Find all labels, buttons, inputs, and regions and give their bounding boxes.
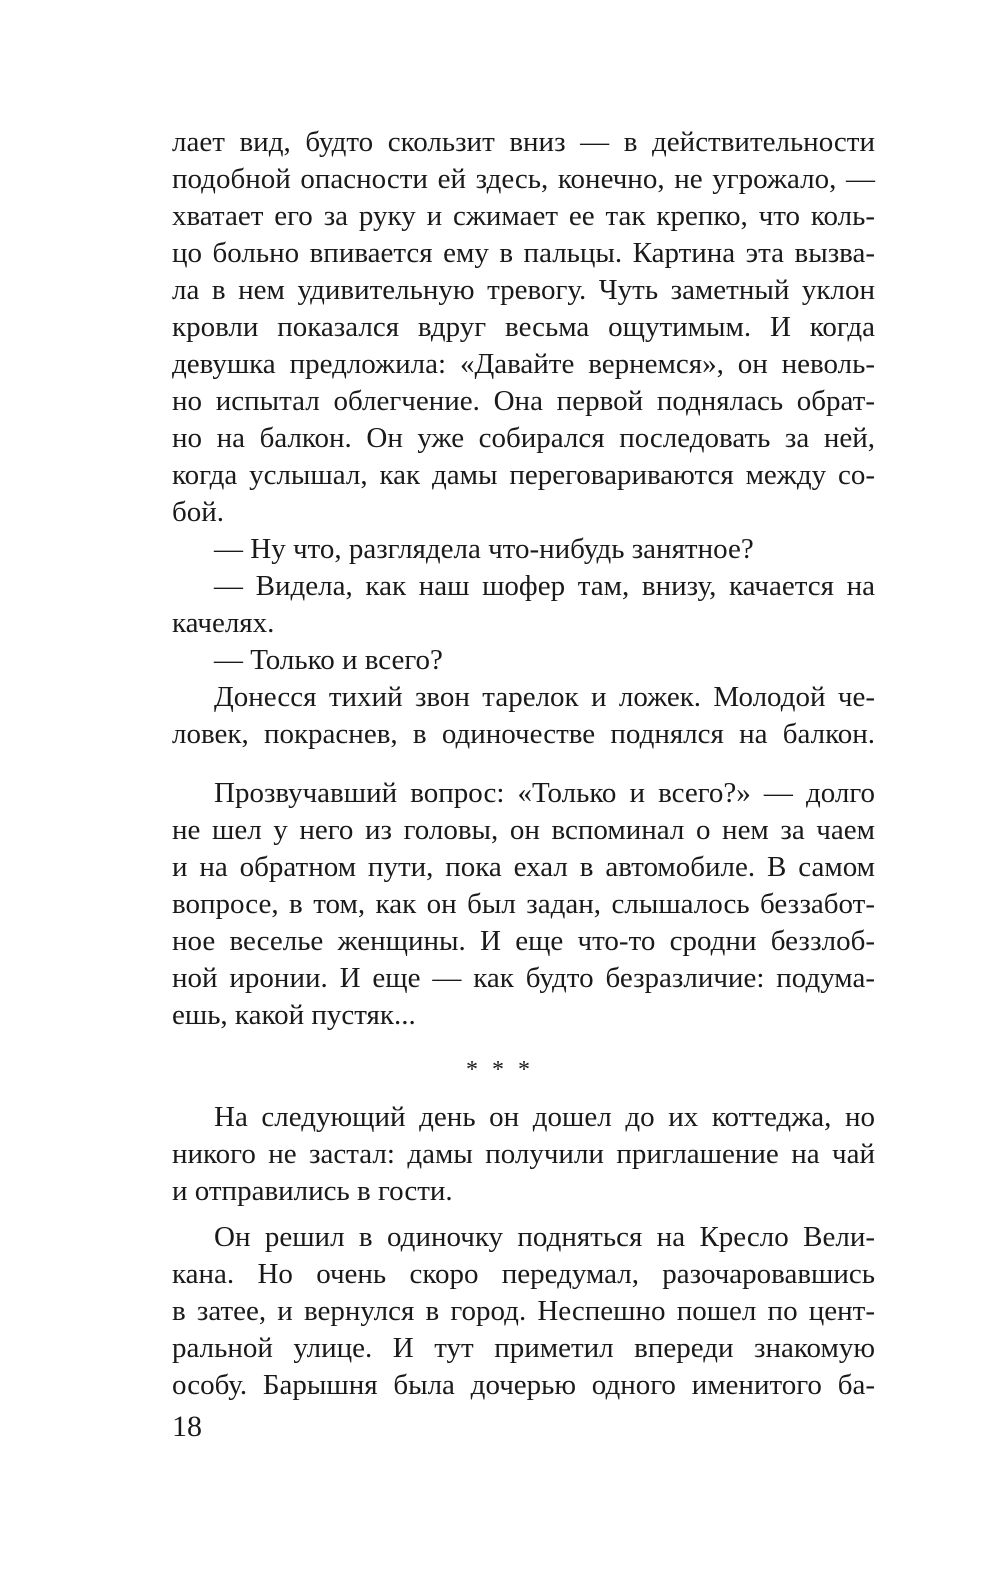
text-line: не шел у него из головы, он вспоминал о нем за чаем <box>172 814 875 846</box>
text-line: и отправились в гости. <box>172 1175 453 1207</box>
paragraph-first-line: — Видела, как наш шофер там, внизу, качается на <box>214 570 875 602</box>
text-line: ное веселье женщины. И еще что-то сродни беззлоб- <box>172 925 875 957</box>
text-line: ловек, покраснев, в одиночестве поднялся на балкон. <box>172 718 875 750</box>
text-line: особу. Барышня была дочерью одного именитого ба- <box>172 1369 875 1401</box>
paragraph-first-line: — Ну что, разглядела что-нибудь занятное? <box>214 533 754 565</box>
text-line: ральной улице. И тут приметил впереди знакомую <box>172 1332 875 1364</box>
text-line: девушка предложила: «Давайте вернемся», он неволь- <box>172 348 875 380</box>
section-separator: * * * <box>466 1057 534 1083</box>
paragraph-first-line: Донесся тихий звон тарелок и ложек. Молодой че- <box>214 681 875 713</box>
text-line: ной иронии. И еще — как будто безразличие: подума- <box>172 962 875 994</box>
text-line: кана. Но очень скоро передумал, разочаровавшись <box>172 1258 875 1290</box>
text-line: вопросе, в том, как он был задан, слышалось беззабот- <box>172 888 875 920</box>
paragraph-first-line: — Только и всего? <box>214 644 443 676</box>
text-line: никого не застал: дамы получили приглашение на чай <box>172 1138 875 1170</box>
text-line: лает вид, будто скользит вниз — в действительности <box>172 126 875 158</box>
text-line: кровли показался вдруг весьма ощутимым. И когда <box>172 311 875 343</box>
text-line: когда услышал, как дамы переговариваются между со- <box>172 459 875 491</box>
paragraph-first-line: Прозвучавший вопрос: «Только и всего?» — долго <box>214 777 875 809</box>
text-line: подобной опасности ей здесь, конечно, не угрожало, — <box>172 163 875 195</box>
text-line: качелях. <box>172 607 275 639</box>
text-line: но на балкон. Он уже собирался последовать за ней, <box>172 422 875 454</box>
text-line: и на обратном пути, пока ехал в автомобиле. В самом <box>172 851 875 883</box>
paragraph-first-line: Он решил в одиночку подняться на Кресло Вели- <box>214 1221 875 1253</box>
text-line: бой. <box>172 496 225 528</box>
text-line: но испытал облегчение. Она первой поднялась обрат- <box>172 385 875 417</box>
paragraph-first-line: На следующий день он дошел до их коттеджа, но <box>214 1101 875 1133</box>
text-line: ешь, какой пустяк... <box>172 999 416 1031</box>
text-line: в затее, и вернулся в город. Неспешно пошел по цент- <box>172 1295 875 1327</box>
text-line: ла в нем удивительную тревогу. Чуть заметный уклон <box>172 274 875 306</box>
text-line: хватает его за руку и сжимает ее так крепко, что коль- <box>172 200 875 232</box>
page-number: 18 <box>172 1410 202 1443</box>
text-line: цо больно впивается ему в пальцы. Картина эта вызва- <box>172 237 875 269</box>
